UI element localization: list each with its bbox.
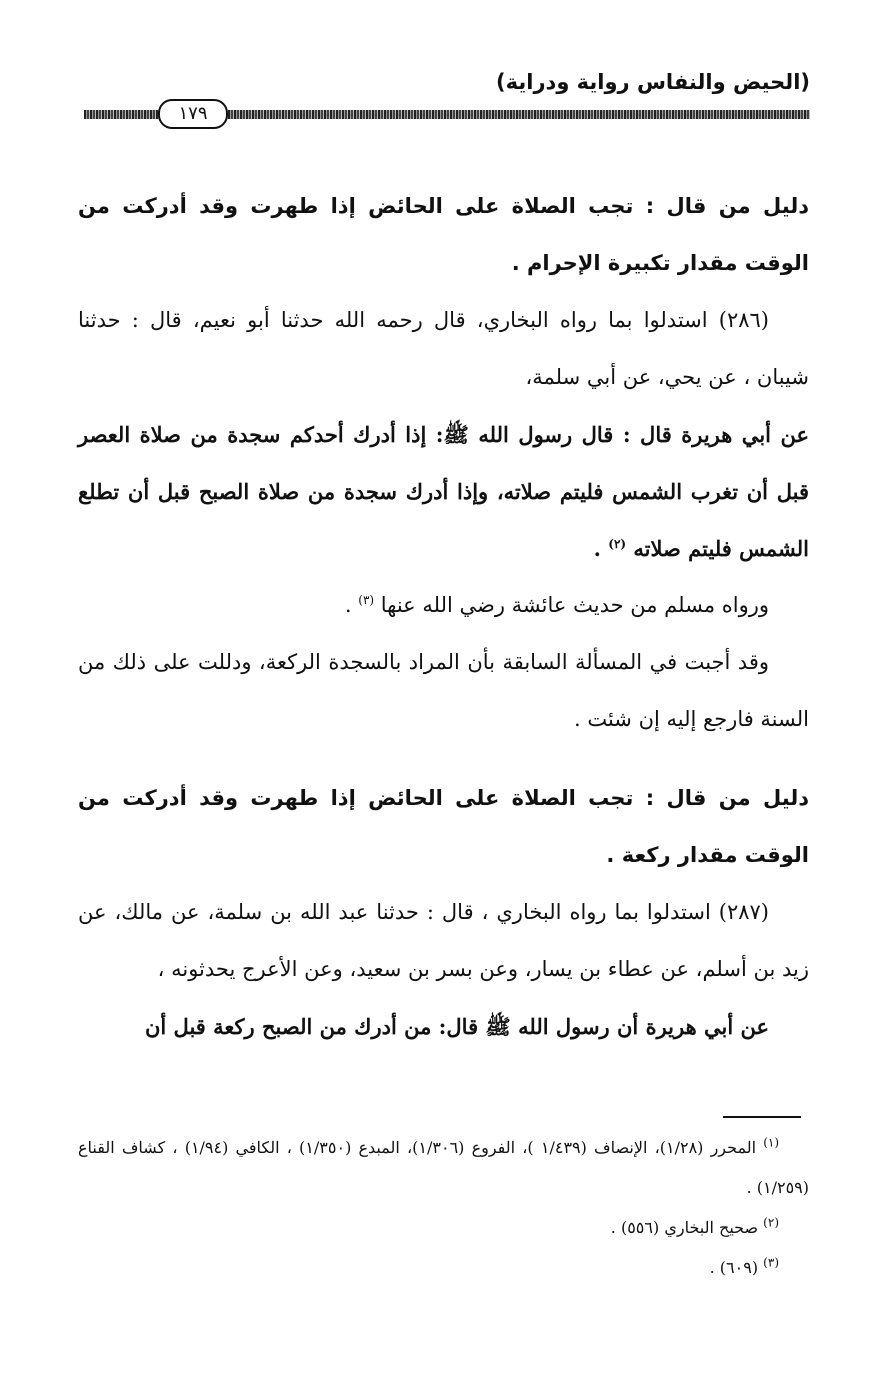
footnote-marker: (٣): [763, 1255, 779, 1270]
hadith-text-1: [78, 406, 809, 577]
footnote-text: صحيح البخاري (٥٥٦) .: [610, 1218, 759, 1237]
footnote-2: [78, 1208, 809, 1248]
footnote-text: (٦٠٩) .: [709, 1258, 759, 1277]
hadith-text-2: عن أبي هريرة أن رسول الله ﷺ قال: من أدرك من الصبح ركعة قبل أن: [144, 1014, 769, 1039]
hadith-1-body: عن أبي هريرة قال : قال رسول الله ﷺ: إذا أدرك أحدكم سجدة من صلاة العصر قبل أن تغرب الشمس فليتم صلاته، وإذا أدرك سجدة من صلاة الصبح قبل أن تطلع الشمس فليتم صلاته: [78, 422, 809, 561]
section-gap: [78, 748, 809, 770]
muslim-text: ورواه مسلم من حديث عائشة رضي الله عنها: [380, 593, 769, 617]
paragraph-muslim: [78, 577, 809, 634]
page-header: [84, 70, 810, 130]
footnote-1: [78, 1128, 809, 1208]
paragraph-answer: وقد أجبت في المسألة السابقة بأن المراد بالسجدة الركعة، ودللت على ذلك من السنة فارجع إليه إن شئت .: [78, 650, 809, 731]
footnote-ref-2[interactable]: (٢): [608, 537, 627, 551]
paragraph-287: (٢٨٧) استدلوا بما رواه البخاري ، قال : حدثنا عبد الله بن سلمة، عن مالك، عن زيد بن أسلم، عن عطاء بن يسار، وعن بسر بن سعيد، وعن الأعرج يحدثونه ،: [78, 900, 809, 981]
hadith-1-end: .: [593, 536, 609, 561]
footnote-3: [78, 1248, 809, 1288]
page-number: ١٧٩: [158, 99, 228, 129]
paragraph-286: (٢٨٦) استدلوا بما رواه البخاري، قال رحمه الله حدثنا أبو نعيم، قال : حدثنا شيبان ، عن يحي، عن أبي سلمة،: [78, 308, 809, 389]
section-heading-1: دليل من قال : تجب الصلاة على الحائض إذا طهرت وقد أدركت من الوقت مقدار تكبيرة الإحرام .: [78, 194, 809, 275]
footnote-text: المحرر (١/٢٨)، الإنصاف (١/٤٣٩ )، الفروع (١/٣٠٦)، المبدع (١/٣٥٠) ، الكافي (١/٩٤) ، كشاف القناع (١/٢٥٩) .: [78, 1138, 809, 1197]
section-heading-2: دليل من قال : تجب الصلاة على الحائض إذا طهرت وقد أدركت من الوقت مقدار ركعة .: [78, 786, 809, 867]
footnotes: [78, 1128, 809, 1288]
footnote-marker: (٢): [763, 1215, 779, 1230]
footnote-ref-3[interactable]: (٣): [358, 593, 375, 607]
footnote-marker: (١): [763, 1135, 780, 1150]
muslim-end: .: [344, 593, 359, 617]
body-text: [78, 178, 809, 1055]
running-title: (الحيض والنفاس رواية ودراية): [496, 70, 810, 94]
footnote-separator: [723, 1116, 801, 1118]
